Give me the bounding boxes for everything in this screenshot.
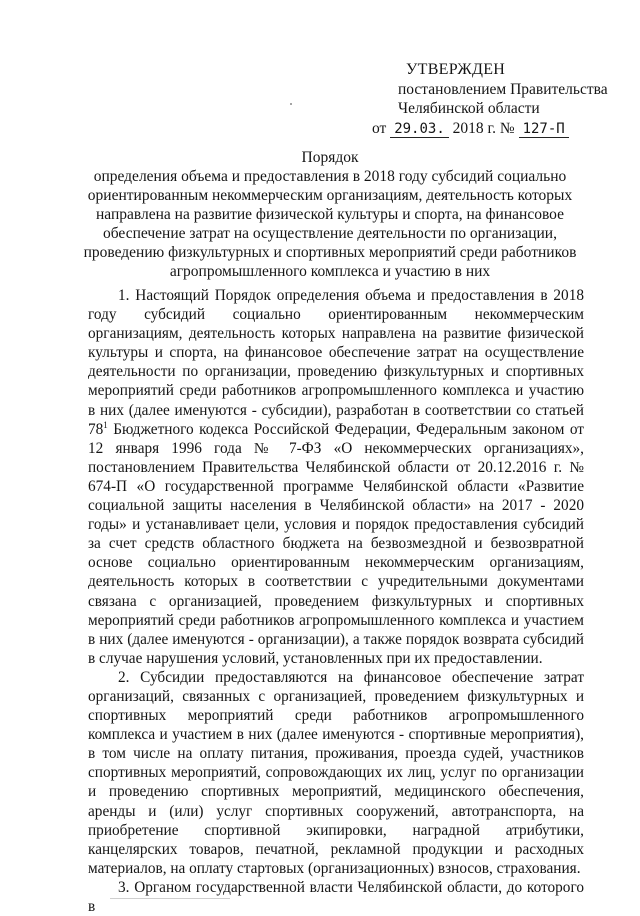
approval-region-line: Челябинской области <box>398 100 540 117</box>
title-line: определения объема и предоставления в 2018 году субсидий социально <box>93 168 567 185</box>
paragraph-1-start: 1. Настоящий Порядок определения объема и предоставления в 2018 году субсидий социально ориентированным некоммерческим организациям, деятельность которых направлена на развитие физической культуры и спорта, на финансовое обеспечение затрат на осуществление деятельности по организации, проведению физкультурных и спортивных мероприятий среди работников агропромышленного комплекса и участию в них (далее именуются - субсидии), разработан в соответствии со статьей 78 <box>88 287 584 438</box>
scan-speck <box>290 103 292 105</box>
approval-number: 127-П <box>519 121 569 138</box>
approval-date: 29.03. <box>390 121 449 138</box>
approval-heading: УТВЕРЖДЕН <box>406 61 506 78</box>
title-line: обеспечение затрат на осуществление деятельности по организации, <box>103 225 557 242</box>
title-line: проведению физкультурных и спортивных мероприятий среди работников <box>83 244 577 261</box>
paragraph-2: 2. Субсидии предоставляются на финансовое обеспечение затрат организаций, связанных с организацией, проведением физкультурных и спортивных мероприятий среди работников агропромышленного комплекса и участием в них (далее именуются - спортивные мероприятия), в том числе на оплату питания, проживания, проезда судей, участников спортивных мероприятий, сопровождающих их лиц, услуг по организации и проведению спортивных мероприятий, медицинского обеспечения, аренды и (или) услуг спортивных сооружений, автотранспорта, на приобретение спортивной экипировки, наградной атрибутики, канцелярских товаров, печатной, рекламной продукции и расходных материалов, на оплату стартовых (организационных) взносов, страхования. <box>88 668 584 877</box>
title-line: ориентированным некоммерческим организациям, деятельность которых <box>87 187 573 204</box>
article-superscript: 1 <box>103 419 108 430</box>
approval-date-line <box>372 119 612 140</box>
approval-from-label: от <box>372 119 387 137</box>
approval-resolution-line: постановлением Правительства <box>398 80 608 98</box>
paragraph-1-end: Бюджетного кодекса Российской Федерации, Федеральным законом от 12 января 1996 года № 7-ФЗ «О некоммерческих организациях», постановлением Правительства Челябинской области от 20.12.2016 г. № 674-П «О государственной программе Челябинской области «Развитие социальной защиты населения в Челябинской области» на 2017 - 2020 годы» и устанавливает цели, условия и порядок предоставления субсидий за счет средств областного бюджета на безвозмездной и безвозвратной основе социально ориентированным некоммерческим организациям, деятельность которых в соответствии с учредительными документами связана с организацией, проведением физкультурных и спортивных мероприятий среди работников агропромышленного комплекса и участием в них (далее именуются - организации), а также порядок возврата субсидий в случае нарушения условий, установленных при их предоставлении. <box>88 420 584 667</box>
approval-block <box>372 60 612 139</box>
scan-edge-line <box>110 898 230 899</box>
document-title <box>70 148 590 281</box>
document-body <box>88 286 584 916</box>
paragraph-3: 3. Органом государственной власти Челябинской области, до которого в <box>88 878 584 915</box>
approval-year: 2018 г. <box>452 119 497 137</box>
title-heading: Порядок <box>301 149 359 166</box>
approval-number-label: № <box>499 119 515 137</box>
title-line: направлена на развитие физической культуры и спорта, на финансовое <box>96 206 564 223</box>
paragraph-1 <box>88 286 584 668</box>
title-line: агропромышленного комплекса и участию в них <box>169 263 491 280</box>
